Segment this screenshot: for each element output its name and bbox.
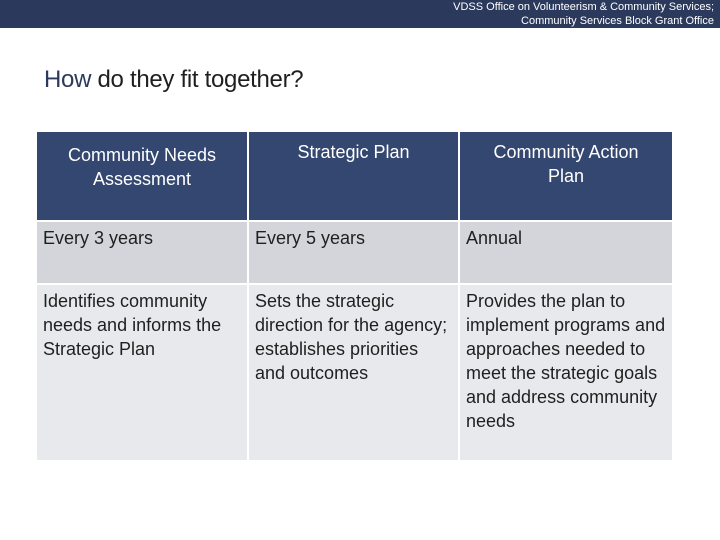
table-header-cell <box>460 132 672 220</box>
cell-frequency-strategic-plan: Every 5 years <box>255 228 366 248</box>
header-community-needs-assessment: Community Needs Assessment <box>67 145 217 189</box>
table-cell <box>460 285 672 460</box>
cell-frequency-action-plan: Annual <box>466 228 523 248</box>
header-office-line-1: VDSS Office on Volunteerism & Community Services; <box>453 1 714 13</box>
table-cell <box>249 222 458 283</box>
header-strategic-plan: Strategic Plan <box>297 142 410 162</box>
table-cell <box>37 285 247 460</box>
cell-frequency-needs-assessment: Every 3 years <box>43 228 154 248</box>
comparison-table <box>37 132 672 460</box>
slide-title <box>44 66 303 94</box>
cell-purpose-needs-assessment: Identifies community needs and informs the Strategic Plan <box>43 291 222 359</box>
cell-purpose-action-plan: Provides the plan to implement programs and approaches needed to meet the strategic goals and address community needs <box>466 291 666 431</box>
table-header-cell <box>37 132 247 220</box>
table-cell <box>37 222 247 283</box>
header-community-action-plan: Community Action Plan <box>493 142 639 186</box>
header-office-line-2: Community Services Block Grant Office <box>521 15 714 27</box>
slide-title-rest: do they fit together? <box>91 66 304 93</box>
cell-purpose-strategic-plan: Sets the strategic direction for the agency; establishes priorities and outcomes <box>255 291 448 383</box>
table-header-cell <box>249 132 458 220</box>
table-cell <box>460 222 672 283</box>
slide-header-bar <box>0 0 720 28</box>
slide-title-lead: How <box>44 66 92 93</box>
table-cell <box>249 285 458 460</box>
